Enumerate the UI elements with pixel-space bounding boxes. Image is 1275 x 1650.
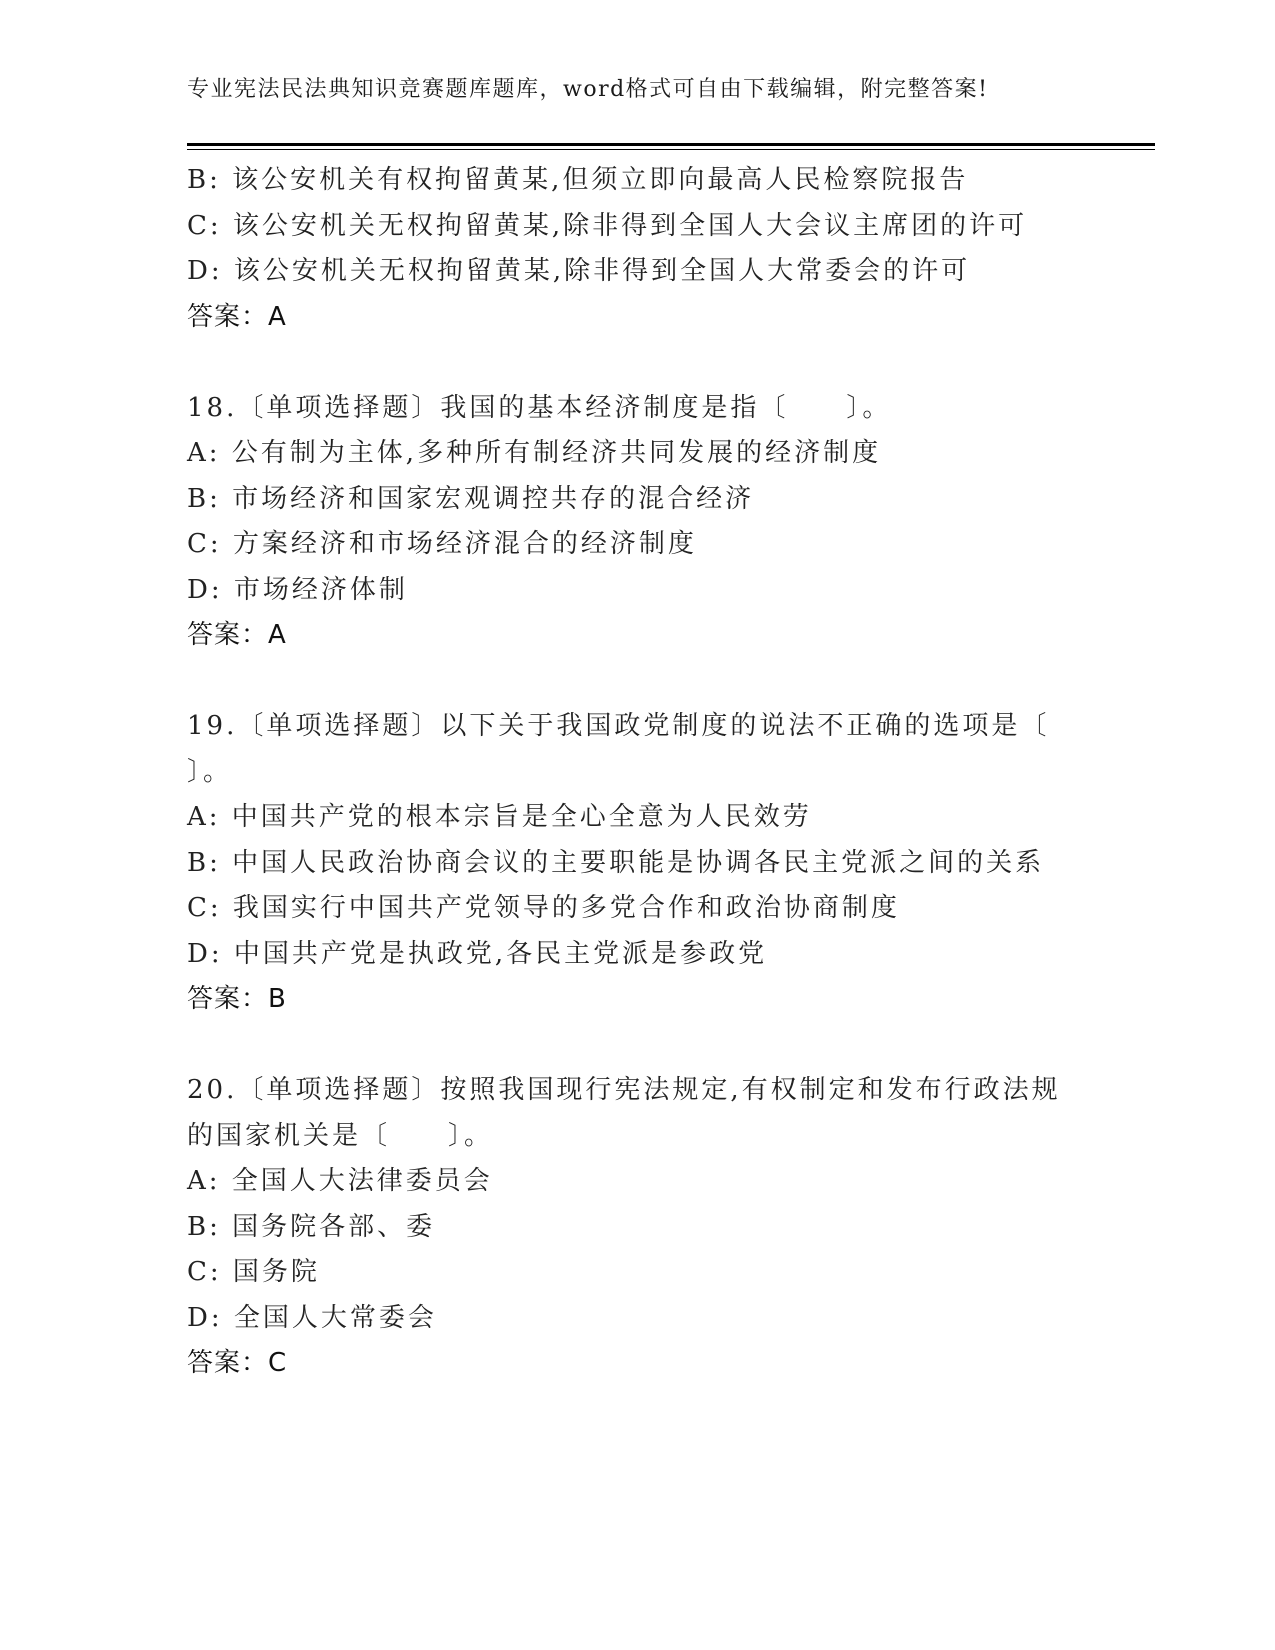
answer: 答案：B	[187, 984, 287, 1014]
option-d: D: 该公安机关无权拘留黄某,除非得到全国人大常委会的许可	[187, 256, 971, 286]
option-b: B: 市场经济和国家宏观调控共存的混合经济	[187, 483, 755, 514]
option-b: B: 该公安机关有权拘留黄某,但须立即向最高人民检察院报告	[187, 165, 969, 195]
option-c: C: 该公安机关无权拘留黄某,除非得到全国人大会议主席团的许可	[187, 210, 1028, 241]
answer: 答案：A	[187, 620, 287, 650]
header-divider-thin	[187, 149, 1155, 150]
question-text-line-2: 的国家机关是〔 〕。	[187, 1120, 494, 1151]
document-header: 专业宪法民法典知识竞赛题库题库，word格式可自由下载编辑，附完整答案!	[187, 77, 989, 102]
question-18	[187, 386, 1067, 659]
option-b: B: 中国人民政治协商会议的主要职能是协调各民主党派之间的关系	[187, 847, 1045, 878]
question-17-tail	[187, 158, 1067, 340]
option-a: A: 中国共产党的根本宗旨是全心全意为人民效劳	[187, 802, 812, 832]
option-a: A: 公有制为主体,多种所有制经济共同发展的经济制度	[187, 438, 882, 468]
answer: 答案：C	[187, 1348, 288, 1378]
question-text-line-1: 19.〔单项选择题〕以下关于我国政党制度的说法不正确的选项是〔	[187, 711, 1050, 741]
document-body	[187, 158, 1067, 1387]
question-text-line-1: 20.〔单项选择题〕按照我国现行宪法规定,有权制定和发布行政法规	[187, 1075, 1061, 1105]
option-b: B: 国务院各部、委	[187, 1211, 436, 1242]
option-c: C: 国务院	[187, 1257, 320, 1287]
option-c: C: 方案经济和市场经济混合的经济制度	[187, 529, 697, 559]
question-text-line-2: 〕。	[187, 756, 233, 787]
option-d: D: 市场经济体制	[187, 574, 408, 605]
question-text: 18.〔单项选择题〕我国的基本经济制度是指〔 〕。	[187, 392, 892, 423]
question-19	[187, 704, 1067, 1023]
question-20	[187, 1068, 1067, 1387]
option-d: D: 全国人大常委会	[187, 1302, 437, 1333]
option-c: C: 我国实行中国共产党领导的多党合作和政治协商制度	[187, 893, 900, 923]
option-a: A: 全国人大法律委员会	[187, 1166, 493, 1196]
option-d: D: 中国共产党是执政党,各民主党派是参政党	[187, 938, 768, 969]
answer: 答案：A	[187, 301, 287, 332]
header-divider-thick	[187, 143, 1155, 146]
